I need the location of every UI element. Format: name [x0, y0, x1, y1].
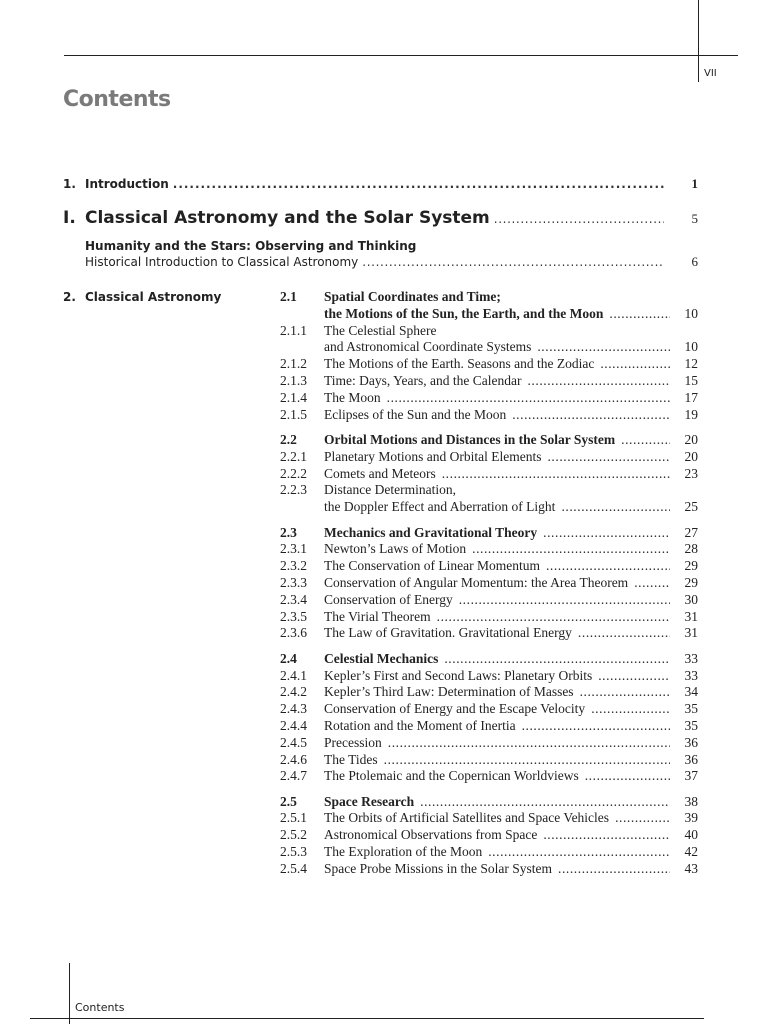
dot-leader — [537, 339, 670, 356]
toc-subsection-entry[interactable] — [280, 701, 698, 718]
dot-leader — [634, 575, 670, 592]
dot-leader — [420, 794, 670, 811]
dot-leader — [384, 752, 670, 769]
dot-leader — [173, 177, 664, 191]
entry-title: Space Probe Missions in the Solar System — [324, 860, 552, 876]
entry-title: Eclipses of the Sun and the Moon — [324, 406, 507, 422]
entry-number: 2.1.5 — [280, 406, 307, 422]
dot-leader — [388, 735, 670, 752]
entry-number: 2.1.3 — [280, 372, 307, 388]
toc-subsection-entry[interactable] — [280, 810, 698, 827]
toc-section-group — [280, 794, 698, 878]
dot-leader — [494, 212, 664, 226]
dot-leader — [615, 810, 670, 827]
entry-number: 2.1 — [280, 289, 297, 304]
entry-title: Celestial Mechanics — [324, 650, 439, 666]
entry-number: 2.4.4 — [280, 717, 307, 733]
toc-subsection-entry[interactable] — [280, 735, 698, 752]
entry-number: 2.3.1 — [280, 541, 307, 557]
dot-leader — [561, 499, 670, 516]
dot-leader — [546, 558, 670, 575]
entry-number: 2.3.6 — [280, 625, 307, 641]
entry-title: Spatial Coordinates and Time; — [324, 289, 501, 304]
dot-leader — [578, 625, 670, 642]
entry-page: 28 — [684, 541, 698, 557]
entry-title: The Conservation of Linear Momentum — [324, 558, 540, 574]
entry-number: 2.2.2 — [280, 465, 307, 481]
entry-title: Classical Astronomy and the Solar System — [85, 208, 490, 228]
dot-leader — [437, 609, 670, 626]
dot-leader — [488, 844, 670, 861]
entry-number: 2.5.4 — [280, 860, 307, 876]
dot-leader — [600, 356, 670, 373]
entry-page: 17 — [684, 389, 698, 405]
dot-leader — [585, 768, 670, 785]
toc-section-entry[interactable] — [280, 794, 698, 811]
entry-number: 2.4.6 — [280, 751, 307, 767]
toc-section-group — [280, 651, 698, 785]
entry-page: 27 — [684, 524, 698, 540]
entry-page: 36 — [684, 734, 698, 750]
toc-subsection-entry[interactable] — [280, 768, 698, 785]
entry-number: 2.3.5 — [280, 608, 307, 624]
toc-section-group — [280, 432, 698, 516]
entry-number: 2.4 — [280, 650, 297, 666]
toc-subsection-entry[interactable] — [280, 861, 698, 878]
entry-page: 42 — [684, 844, 698, 860]
entry-title: Planetary Motions and Orbital Elements — [324, 448, 542, 464]
entry-title: Astronomical Observations from Space — [324, 827, 538, 843]
toc-section-entry[interactable] — [280, 289, 698, 323]
toc-subsection-entry[interactable] — [280, 668, 698, 685]
toc-entry-historical-introduction[interactable] — [85, 254, 698, 270]
entry-page: 38 — [684, 793, 698, 809]
toc-subsection-entry[interactable] — [280, 449, 698, 466]
entry-number: 2.5.2 — [280, 827, 307, 843]
toc-subsection-entry[interactable] — [280, 827, 698, 844]
dot-leader — [547, 449, 670, 466]
toc-subsection-entry[interactable] — [280, 407, 698, 424]
entry-title: The Motions of the Earth. Seasons and the Zodiac — [324, 356, 595, 372]
running-footer: Contents — [75, 1001, 125, 1014]
entry-number: 2.4.3 — [280, 701, 307, 717]
toc-subsection-entry[interactable] — [280, 592, 698, 609]
toc-subsection-entry[interactable] — [280, 558, 698, 575]
toc-subsection-entry[interactable] — [280, 356, 698, 373]
entry-page: 36 — [684, 751, 698, 767]
entry-title: the Motions of the Sun, the Earth, and the Moon — [324, 305, 604, 321]
dot-leader — [512, 407, 670, 424]
entry-title: The Ptolemaic and the Copernican Worldviews — [324, 768, 579, 784]
dot-leader — [543, 525, 670, 542]
entry-title: Time: Days, Years, and the Calendar — [324, 372, 522, 388]
entry-title: Conservation of Energy and the Escape Velocity — [324, 701, 586, 717]
toc-section-entry[interactable] — [280, 432, 698, 449]
chapter-toc — [280, 289, 698, 886]
entry-number: 2.2.3 — [280, 482, 307, 498]
entry-page: 1 — [691, 176, 698, 191]
toc-subsection-entry[interactable] — [280, 625, 698, 642]
dot-leader — [543, 827, 670, 844]
entry-title: Orbital Motions and Distances in the Solar System — [324, 431, 616, 447]
toc-subsection-entry[interactable] — [280, 482, 698, 516]
entry-title: The Exploration of the Moon — [324, 844, 483, 860]
entry-page: 43 — [684, 860, 698, 876]
entry-title: The Virial Theorem — [324, 608, 431, 624]
entry-number: 2.3 — [280, 524, 297, 540]
entry-page: 19 — [684, 406, 698, 422]
entry-title: The Orbits of Artificial Satellites and Space Vehicles — [324, 810, 610, 826]
dot-leader — [442, 466, 670, 483]
entry-page: 39 — [684, 810, 698, 826]
entry-title: Space Research — [324, 793, 415, 809]
entry-title: Rotation and the Moment of Inertia — [324, 717, 516, 733]
entry-number: 2.2 — [280, 431, 297, 447]
toc-subsection-entry[interactable] — [280, 466, 698, 483]
entry-page: 12 — [684, 356, 698, 372]
entry-page: 37 — [684, 768, 698, 784]
entry-page: 20 — [684, 431, 698, 447]
entry-number: 2.5.3 — [280, 844, 307, 860]
footer-rule — [30, 1018, 704, 1019]
entry-title: and Astronomical Coordinate Systems — [324, 339, 532, 355]
toc-section-group — [280, 289, 698, 423]
entry-page: 40 — [684, 827, 698, 843]
entry-title: Historical Introduction to Classical Astronomy — [85, 255, 359, 269]
entry-title: Distance Determination, — [324, 482, 456, 498]
entry-number: 2.4.7 — [280, 768, 307, 784]
entry-page: 23 — [684, 465, 698, 481]
entry-title: Introduction — [85, 177, 169, 191]
entry-number: I. — [63, 208, 76, 228]
entry-number: 2.3.4 — [280, 591, 307, 607]
entry-title: the Doppler Effect and Aberration of Light — [324, 499, 556, 515]
toc-subsection-entry[interactable] — [280, 609, 698, 626]
entry-number: 2.5.1 — [280, 810, 307, 826]
toc-section-entry[interactable] — [280, 651, 698, 668]
entry-page: 33 — [684, 667, 698, 683]
toc-subsection-entry[interactable] — [280, 390, 698, 407]
entry-page: 35 — [684, 701, 698, 717]
entry-page: 10 — [684, 305, 698, 321]
entry-number: 2.5 — [280, 793, 297, 809]
entry-title: Kepler’s First and Second Laws: Planetary Orbits — [324, 667, 593, 683]
entry-title: Conservation of Energy — [324, 591, 453, 607]
dot-leader — [387, 390, 670, 407]
toc-entry-introduction[interactable] — [63, 176, 698, 192]
entry-page: 20 — [684, 448, 698, 464]
entry-page: 5 — [691, 211, 698, 226]
entry-title: The Law of Gravitation. Gravitational Energy — [324, 625, 572, 641]
chapter-number: 2. — [63, 290, 76, 304]
entry-page: 33 — [684, 650, 698, 666]
entry-number: 2.4.5 — [280, 734, 307, 750]
dot-leader — [591, 701, 670, 718]
entry-number: 2.3.3 — [280, 574, 307, 590]
toc-section-group — [280, 525, 698, 643]
entry-title: Kepler’s Third Law: Determination of Masses — [324, 684, 574, 700]
entry-title: Comets and Meteors — [324, 465, 436, 481]
entry-page: 30 — [684, 591, 698, 607]
dot-leader — [527, 373, 670, 390]
entry-page: 29 — [684, 558, 698, 574]
toc-entry-part-one[interactable] — [63, 208, 698, 228]
entry-page: 6 — [691, 254, 698, 269]
dot-leader — [558, 861, 670, 878]
entry-page: 34 — [684, 684, 698, 700]
entry-page: 10 — [684, 339, 698, 355]
entry-title: The Tides — [324, 751, 378, 767]
entry-title: Newton’s Laws of Motion — [324, 541, 467, 557]
toc-subsection-entry[interactable] — [280, 684, 698, 701]
page-title: Contents — [63, 87, 171, 112]
dot-leader — [444, 651, 670, 668]
dot-leader — [621, 432, 670, 449]
dot-leader — [459, 592, 670, 609]
toc-section-entry[interactable] — [280, 525, 698, 542]
header-rule — [64, 55, 738, 56]
entry-title: The Moon — [324, 389, 381, 405]
dot-leader — [609, 306, 670, 323]
dot-leader — [598, 668, 670, 685]
entry-number: 2.3.2 — [280, 558, 307, 574]
entry-page: 29 — [684, 574, 698, 590]
header-crop-mark — [698, 0, 699, 82]
toc-subsection-entry[interactable] — [280, 718, 698, 735]
toc-subsection-entry[interactable] — [280, 844, 698, 861]
entry-number: 1. — [63, 177, 76, 191]
entry-page: 31 — [684, 625, 698, 641]
toc-subsection-entry[interactable] — [280, 373, 698, 390]
entry-title: Precession — [324, 734, 382, 750]
toc-subsection-entry[interactable] — [280, 575, 698, 592]
entry-title: Mechanics and Gravitational Theory — [324, 524, 538, 540]
page-number: VII — [704, 68, 717, 79]
toc-subsection-entry[interactable] — [280, 323, 698, 357]
toc-subsection-entry[interactable] — [280, 752, 698, 769]
entry-number: 2.4.2 — [280, 684, 307, 700]
entry-number: 2.1.2 — [280, 356, 307, 372]
entry-number: 2.1.4 — [280, 389, 307, 405]
entry-number: 2.4.1 — [280, 667, 307, 683]
dot-leader — [472, 541, 670, 558]
section-heading-humanity: Humanity and the Stars: Observing and Thinking — [85, 239, 417, 253]
footer-crop-mark — [69, 963, 70, 1024]
entry-page: 31 — [684, 608, 698, 624]
dot-leader — [362, 255, 664, 269]
entry-number: 2.2.1 — [280, 448, 307, 464]
dot-leader — [580, 684, 670, 701]
chapter-title[interactable]: Classical Astronomy — [85, 290, 222, 304]
entry-page: 25 — [684, 499, 698, 515]
entry-number: 2.1.1 — [280, 322, 307, 338]
dot-leader — [522, 718, 670, 735]
entry-title: Conservation of Angular Momentum: the Area Theorem — [324, 574, 629, 590]
entry-title: The Celestial Sphere — [324, 322, 437, 338]
toc-subsection-entry[interactable] — [280, 541, 698, 558]
entry-page: 35 — [684, 717, 698, 733]
entry-page: 15 — [684, 372, 698, 388]
